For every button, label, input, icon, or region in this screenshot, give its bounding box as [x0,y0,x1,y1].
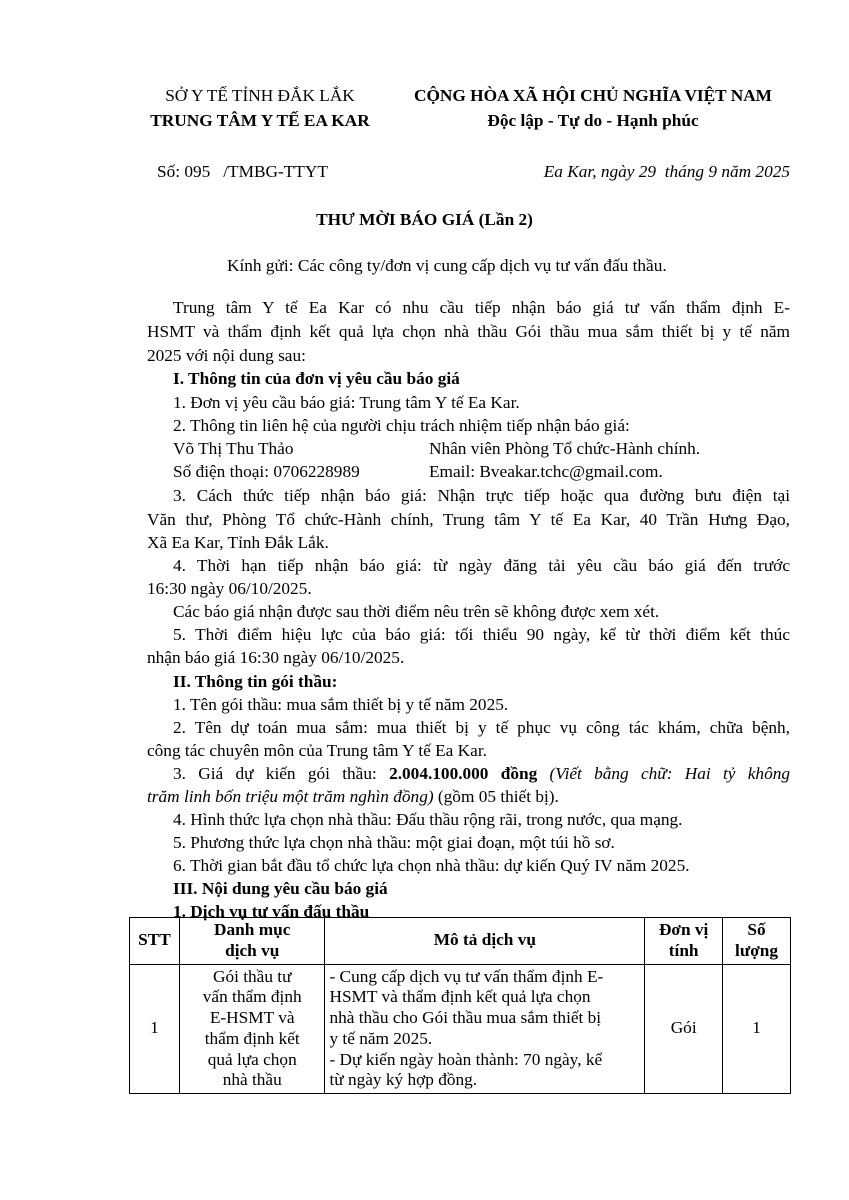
country-name: CỘNG HÒA XÃ HỘI CHỦ NGHĨA VIỆT NAM [414,86,772,105]
table-row [130,964,791,1094]
agency-name: TRUNG TÂM Y TẾ EA KAR [150,111,370,130]
section-1-item-5-line-1: 5. Thời điểm hiệu lực của báo giá: tối thiểu 90 ngày, kể từ thời điểm kết thúc [173,625,790,644]
row-category-line: quả lựa chọn [207,1049,297,1069]
section-1-item-3-line-3: Xã Ea Kar, Tỉnh Đắk Lắk. [147,533,329,552]
header-quantity [723,918,791,965]
section-1-item-1: 1. Đơn vị yêu cầu báo giá: Trung tâm Y tế Ea Kar. [173,393,520,412]
section-1-item-2: 2. Thông tin liên hệ của người chịu trách nhiệm tiếp nhận báo giá: [173,416,630,435]
row-unit: Gói [645,964,723,1094]
row-stt: 1 [130,964,180,1094]
row-category [179,964,325,1094]
section-2-item-3-line-2 [147,787,790,808]
intro-line-3: 2025 với nội dung sau: [147,346,306,365]
contact-role: Nhân viên Phòng Tổ chức-Hành chính. [429,439,701,458]
row-category-line: Gói thầu tư [212,966,292,986]
service-table [129,917,791,1094]
section-2-heading: II. Thông tin gói thầu: [173,672,338,691]
section-1-heading: I. Thông tin của đơn vị yêu cầu báo giá [173,369,460,388]
header-unit [645,918,723,965]
row-description-line: - Dự kiến ngày hoàn thành: 70 ngày, kể [329,1049,603,1069]
document-number: Số: 095 /TMBG-TTYT [157,162,328,181]
row-quantity: 1 [723,964,791,1094]
section-2-item-3-line-1 [147,764,790,785]
section-2-item-2-line-1: 2. Tên dự toán mua sắm: mua thiết bị y tế phục vụ công tác khám, chữa bệnh, [173,718,790,737]
row-description-line: HSMT và thẩm định kết quả lựa chọn [329,987,591,1007]
header-category-line-2: dịch vụ [225,940,280,960]
row-description-line: - Cung cấp dịch vụ tư vấn thẩm định E- [329,966,604,986]
contact-email: Email: Bveakar.tchc@gmail.com. [429,462,663,481]
row-description-line: từ ngày ký hợp đồng. [329,1070,478,1090]
section-2-item-4: 4. Hình thức lựa chọn nhà thầu: Đấu thầu rộng rãi, trong nước, qua mạng. [173,810,683,829]
place-date: Ea Kar, ngày 29 tháng 9 năm 2025 [543,162,790,181]
section-1-item-4-note: Các báo giá nhận được sau thời điểm nêu trên sẽ không được xem xét. [173,602,660,621]
intro-line-1: Trung tâm Y tế Ea Kar có nhu cầu tiếp nhận báo giá tư vấn thẩm định E- [173,298,790,317]
row-category-line: E-HSMT và [209,1008,295,1027]
row-description-line: nhà thầu cho Gói thầu mua sắm thiết bị [329,1008,602,1027]
contact-phone: Số điện thoại: 0706228989 [173,462,360,481]
header-category [179,918,325,965]
section-1-item-4-line-2: 16:30 ngày 06/10/2025. [147,579,312,598]
section-1-item-3-line-2: Văn thư, Phòng Tổ chức-Hành chính, Trung tâm Y tế Ea Kar, 40 Trần Hưng Đạo, [147,510,790,529]
intro-line-2: HSMT và thẩm định kết quả lựa chọn nhà thầu Gói thầu mua sắm thiết bị y tế năm [147,322,790,341]
row-category-line: nhà thầu [222,1070,282,1090]
header-description: Mô tả dịch vụ [325,918,645,965]
section-2-item-5: 5. Phương thức lựa chọn nhà thầu: một giai đoạn, một túi hồ sơ. [173,833,615,852]
recipient: Kính gửi: Các công ty/đơn vị cung cấp dịch vụ tư vấn đấu thầu. [227,256,667,275]
header-stt: STT [130,918,180,965]
header-unit-line-1: Đơn vị [658,920,709,939]
row-category-line: thẩm định kết [204,1028,300,1048]
agency-parent: SỞ Y TẾ TỈNH ĐẮK LẮK [165,86,355,105]
budget-suffix: (gồm 05 thiết bị). [433,787,559,806]
row-description [325,964,645,1094]
document-title: THƯ MỜI BÁO GIÁ (Lần 2) [316,210,533,229]
section-2-item-1: 1. Tên gói thầu: mua sắm thiết bị y tế năm 2025. [173,695,509,714]
section-3-sub-1: 1. Dịch vụ tư vấn đấu thầu [173,902,370,921]
budget-prefix: 3. Giá dự kiến gói thầu: [173,764,390,783]
section-1-item-3-line-1: 3. Cách thức tiếp nhận báo giá: Nhận trực tiếp hoặc qua đường bưu điện tại [173,486,790,505]
budget-words-1: (Viết bằng chữ: Hai tỷ không [537,764,790,783]
section-2-item-2-line-2: công tác chuyên môn của Trung tâm Y tế Ea Kar. [147,741,487,760]
section-2-item-6: 6. Thời gian bắt đầu tổ chức lựa chọn nhà thầu: dự kiến Quý IV năm 2025. [173,856,690,875]
budget-words-2: trăm linh bốn triệu một trăm nghìn đồng) [147,787,434,806]
row-description-line: y tế năm 2025. [329,1028,433,1048]
header-quantity-line-1: Số [747,920,766,939]
contact-name: Võ Thị Thu Thảo [173,439,294,458]
budget-amount: 2.004.100.000 đồng [389,764,538,783]
national-motto: Độc lập - Tự do - Hạnh phúc [487,111,699,130]
header-quantity-line-2: lượng [735,940,779,960]
row-category-line: vấn thẩm định [202,987,302,1007]
section-1-item-4-line-1: 4. Thời hạn tiếp nhận báo giá: từ ngày đăng tải yêu cầu báo giá đến trước [173,556,790,575]
table-header-row [130,918,791,965]
header-unit-line-2: tính [668,940,699,960]
section-3-heading: III. Nội dung yêu cầu báo giá [173,879,388,898]
header-category-line-1: Danh mục [214,920,291,939]
section-1-item-5-line-2: nhận báo giá 16:30 ngày 06/10/2025. [147,648,405,667]
